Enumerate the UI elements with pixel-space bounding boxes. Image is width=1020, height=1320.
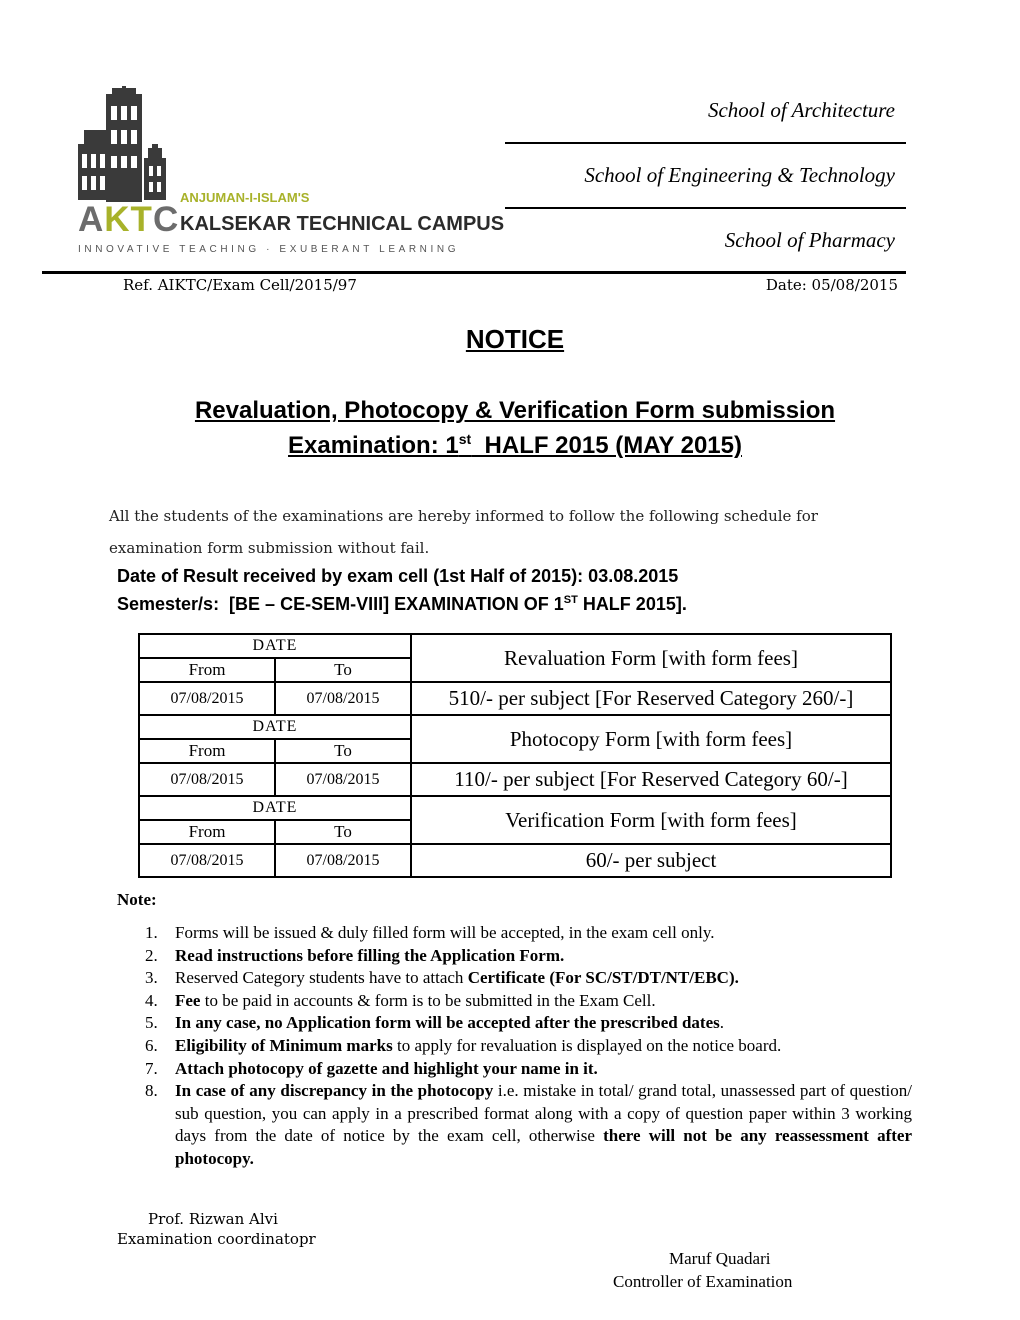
school-architecture: School of Architecture: [707, 98, 895, 122]
list-item: [140, 1080, 912, 1170]
date-header: DATE: [139, 634, 411, 658]
table-row: [139, 682, 891, 715]
note-emphasis: In case of any discrepancy in the photocopy: [175, 1081, 494, 1101]
from-header: From: [139, 658, 275, 682]
list-item-number: 6.: [145, 1035, 158, 1055]
note-emphasis: Fee: [175, 990, 201, 1010]
note-emphasis: In any case, no Application form will be accepted after the prescribed dates: [175, 1013, 720, 1033]
list-item-number: 7.: [145, 1058, 158, 1078]
list-item: [140, 922, 912, 945]
logo-abbreviation: AKTC: [78, 200, 180, 239]
form-name-cell: Revaluation Form [with form fees]: [411, 634, 891, 682]
logo-org-name: ANJUMAN-I-ISLAM'S: [180, 190, 310, 205]
note-emphasis: Read instructions before filling the Application Form.: [175, 945, 565, 965]
school-pharmacy: School of Pharmacy: [724, 228, 895, 252]
list-item-number: 4.: [145, 990, 158, 1010]
to-header: To: [275, 820, 411, 844]
list-item: [140, 1058, 912, 1081]
list-item: [140, 945, 912, 968]
semester-info: Semester/s: [BE – CE-SEM-VIII] EXAMINATION OF 1ST HALF 2015].: [117, 594, 687, 614]
from-header: From: [139, 739, 275, 763]
notes-list: [140, 922, 912, 1171]
table-row: [139, 634, 891, 658]
to-date-cell: 07/08/2015: [275, 682, 411, 715]
logo-campus-name: KALSEKAR TECHNICAL CAMPUS: [180, 213, 505, 235]
list-item-number: 2.: [145, 945, 158, 965]
note-text: .: [719, 1013, 724, 1033]
from-date-cell: 07/08/2015: [139, 763, 275, 796]
date-header: DATE: [139, 715, 411, 739]
table-row: [139, 844, 891, 877]
subject-line-1: Revaluation, Photocopy & Verification Form submission: [194, 397, 836, 424]
fee-cell: 510/- per subject [For Reserved Category 260/-]: [411, 682, 891, 715]
header-divider: [42, 271, 906, 274]
note-text: Forms will be issued & duly filled form will be accepted, in the exam cell only.: [175, 923, 715, 942]
fee-cell: 60/- per subject: [411, 844, 891, 877]
coordinator-title: Examination coordinatopr: [117, 1230, 316, 1248]
schedule-table: [138, 633, 892, 878]
coordinator-name: Prof. Rizwan Alvi: [148, 1210, 278, 1228]
notice-date: Date: 05/08/2015: [765, 276, 898, 294]
table-row: [139, 715, 891, 739]
to-header: To: [275, 739, 411, 763]
controller-name: Maruf Quadari: [669, 1249, 771, 1268]
list-item: [140, 1035, 912, 1058]
date-header: DATE: [139, 796, 411, 820]
list-item: [140, 990, 912, 1013]
reference-number: Ref. AIKTC/Exam Cell/2015/97: [123, 276, 357, 294]
note-text: to be paid in accounts & form is to be submitted in the Exam Cell.: [200, 990, 656, 1010]
table-row: [139, 763, 891, 796]
from-date-cell: 07/08/2015: [139, 682, 275, 715]
result-received-date: Date of Result received by exam cell (1st Half of 2015): 03.08.2015: [117, 566, 679, 586]
note-emphasis: Attach photocopy of gazette and highlight your name in it.: [175, 1058, 598, 1078]
school-divider: [505, 207, 906, 209]
note-emphasis: there will not be any reassessment after photocopy.: [175, 1126, 912, 1168]
notice-title: NOTICE: [465, 324, 565, 354]
list-item-number: 8.: [145, 1081, 158, 1101]
intro-paragraph: All the students of the examinations are hereby informed to follow the following schedule for examination form submission without fail.: [109, 507, 818, 557]
note-text: i.e. mistake in total/ grand total, unassessed part of question/ sub question, you can apply in a prescribed format along with a copy of question paper within 3 working days from the date of notice by the exam cell, otherwise: [175, 1081, 912, 1146]
note-emphasis: Eligibility of Minimum marks: [175, 1035, 393, 1055]
list-item: [140, 967, 912, 990]
form-name-cell: Verification Form [with form fees]: [411, 796, 891, 844]
controller-title: Controller of Examination: [613, 1272, 793, 1291]
list-item-number: 1.: [145, 923, 158, 942]
form-name-cell: Photocopy Form [with form fees]: [411, 715, 891, 763]
list-item-number: 3.: [145, 968, 158, 988]
fee-cell: 110/- per subject [For Reserved Category 60/-]: [411, 763, 891, 796]
list-item: [140, 1012, 912, 1035]
note-text: to apply for revaluation is displayed on the notice board.: [392, 1035, 782, 1055]
from-header: From: [139, 820, 275, 844]
to-date-cell: 07/08/2015: [275, 844, 411, 877]
to-date-cell: 07/08/2015: [275, 763, 411, 796]
from-date-cell: 07/08/2015: [139, 844, 275, 877]
note-emphasis: Certificate (For SC/ST/DT/NT/EBC).: [467, 968, 739, 988]
note-heading: Note:: [117, 890, 157, 909]
list-item-number: 5.: [145, 1013, 158, 1033]
table-row: [139, 796, 891, 820]
subject-line-2: Examination: 1st HALF 2015 (MAY 2015): [288, 431, 742, 459]
to-header: To: [275, 658, 411, 682]
school-divider: [505, 142, 906, 144]
school-engineering: School of Engineering & Technology: [584, 163, 895, 187]
logo-tagline: INNOVATIVE TEACHING · EXUBERANT LEARNING: [78, 244, 460, 255]
note-text: Reserved Category students have to attach: [175, 968, 468, 988]
